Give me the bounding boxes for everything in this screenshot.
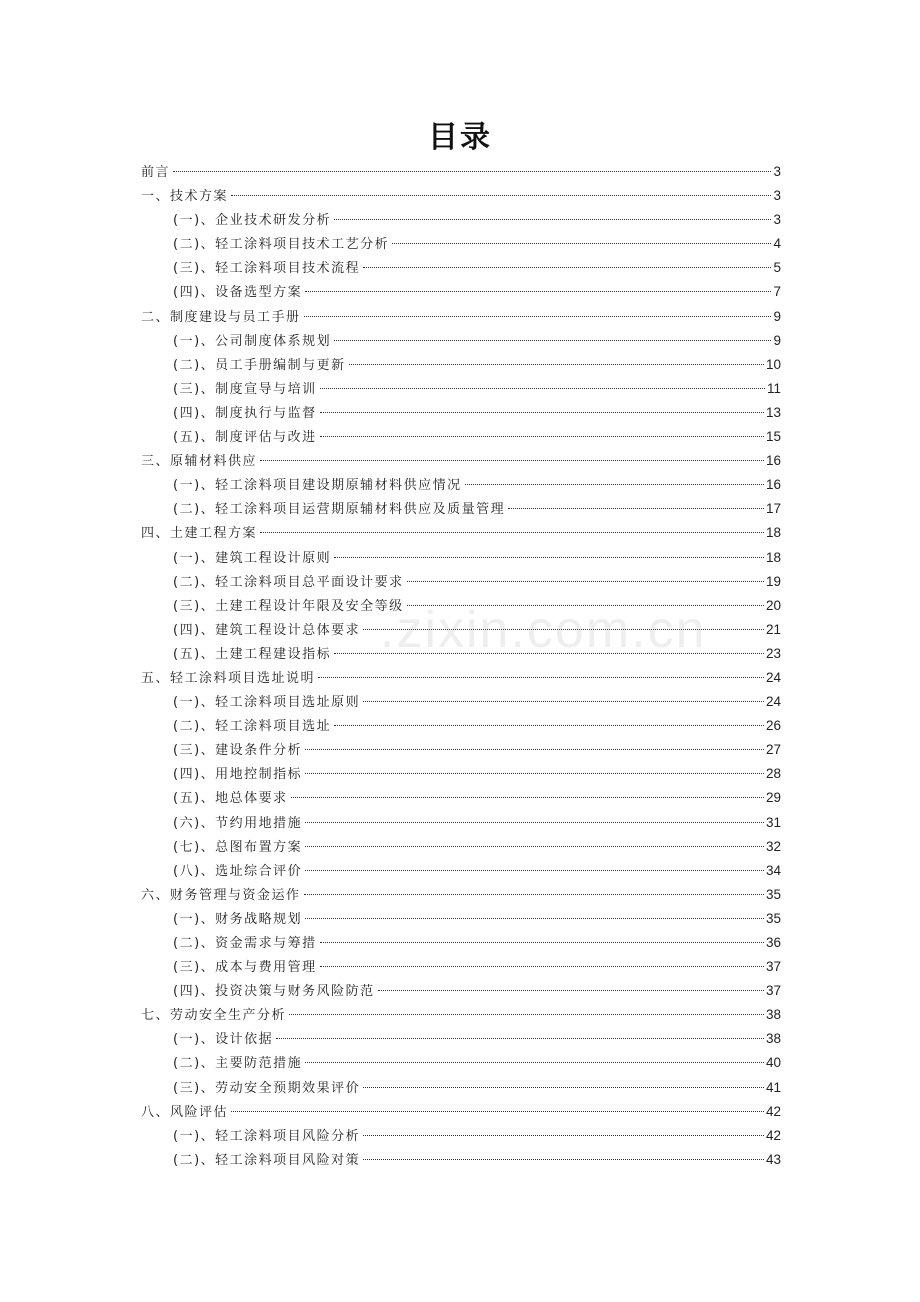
table-of-contents xyxy=(141,160,781,1172)
toc-entry[interactable] xyxy=(141,1124,781,1148)
toc-leader-dots xyxy=(334,557,764,558)
toc-entry-label: (二)、轻工涂料项目运营期原辅材料供应及质量管理 xyxy=(173,502,506,518)
toc-entry[interactable] xyxy=(141,1051,781,1075)
toc-entry[interactable] xyxy=(141,184,781,208)
toc-leader-dots xyxy=(231,1111,764,1112)
toc-entry-page-number: 35 xyxy=(765,910,781,926)
toc-entry-page-number: 18 xyxy=(765,525,781,541)
toc-entry-label: (三)、土建工程设计年限及安全等级 xyxy=(173,598,404,614)
toc-entry-page-number: 16 xyxy=(765,453,781,469)
toc-leader-dots xyxy=(305,822,764,823)
toc-leader-dots xyxy=(334,340,771,341)
toc-entry[interactable] xyxy=(141,811,781,835)
toc-entry[interactable] xyxy=(141,401,781,425)
toc-entry-label: (五)、制度评估与改进 xyxy=(173,430,317,446)
toc-leader-dots xyxy=(304,316,772,317)
toc-entry-label: (四)、制度执行与监督 xyxy=(173,405,317,421)
toc-entry[interactable] xyxy=(141,305,781,329)
toc-leader-dots xyxy=(305,918,764,919)
toc-leader-dots xyxy=(508,508,764,509)
toc-leader-dots xyxy=(334,653,764,654)
toc-entry-page-number: 42 xyxy=(765,1103,781,1119)
toc-entry[interactable] xyxy=(141,883,781,907)
toc-entry-page-number: 28 xyxy=(765,766,781,782)
toc-leader-dots xyxy=(291,797,764,798)
toc-entry[interactable] xyxy=(141,1027,781,1051)
toc-entry-page-number: 26 xyxy=(765,718,781,734)
toc-entry[interactable] xyxy=(141,329,781,353)
toc-entry-page-number: 32 xyxy=(765,838,781,854)
toc-entry[interactable] xyxy=(141,835,781,859)
toc-entry-page-number: 9 xyxy=(773,308,781,324)
toc-entry-label: 六、财务管理与资金运作 xyxy=(141,887,301,903)
watermark: .zixin.com.cn xyxy=(380,601,707,659)
toc-leader-dots xyxy=(260,532,764,533)
toc-entry-page-number: 17 xyxy=(765,501,781,517)
toc-entry-label: (八)、选址综合评价 xyxy=(173,863,303,879)
toc-entry[interactable] xyxy=(141,642,781,666)
toc-entry-label: (三)、劳动安全预期效果评价 xyxy=(173,1080,361,1096)
toc-leader-dots xyxy=(305,291,771,292)
toc-entry-label: (二)、轻工涂料项目技术工艺分析 xyxy=(173,237,390,253)
toc-entry-page-number: 7 xyxy=(773,284,781,300)
toc-leader-dots xyxy=(320,412,764,413)
toc-entry-page-number: 35 xyxy=(765,886,781,902)
toc-entry[interactable] xyxy=(141,256,781,280)
toc-entry-label: (一)、设计依据 xyxy=(173,1032,274,1048)
toc-leader-dots xyxy=(349,364,764,365)
toc-entry-page-number: 15 xyxy=(765,429,781,445)
toc-leader-dots xyxy=(173,171,771,172)
toc-entry[interactable] xyxy=(141,1076,781,1100)
toc-entry-label: (二)、轻工涂料项目总平面设计要求 xyxy=(173,574,404,590)
toc-leader-dots xyxy=(305,1062,764,1063)
toc-entry-label: (一)、企业技术研发分析 xyxy=(173,213,332,229)
toc-entry-page-number: 4 xyxy=(773,236,781,252)
toc-entry-page-number: 42 xyxy=(765,1127,781,1143)
toc-entry-label: (三)、成本与费用管理 xyxy=(173,960,317,976)
page-title: 目录 xyxy=(428,120,492,155)
toc-entry-label: (一)、轻工涂料项目建设期原辅材料供应情况 xyxy=(173,478,462,494)
toc-leader-dots xyxy=(407,581,764,582)
toc-entry-label: (二)、轻工涂料项目选址 xyxy=(173,719,332,735)
toc-leader-dots xyxy=(334,219,771,220)
toc-leader-dots xyxy=(320,942,764,943)
toc-entry[interactable] xyxy=(141,473,781,497)
toc-leader-dots xyxy=(363,701,764,702)
toc-entry-page-number: 37 xyxy=(765,983,781,999)
toc-entry[interactable] xyxy=(141,232,781,256)
toc-leader-dots xyxy=(305,846,764,847)
toc-entry[interactable] xyxy=(141,425,781,449)
toc-entry-label: (一)、轻工涂料项目风险分析 xyxy=(173,1128,361,1144)
toc-leader-dots xyxy=(231,195,771,196)
toc-entry[interactable] xyxy=(141,160,781,184)
toc-leader-dots xyxy=(320,966,764,967)
toc-entry-page-number: 10 xyxy=(765,356,781,372)
toc-entry-page-number: 16 xyxy=(765,477,781,493)
toc-entry-page-number: 34 xyxy=(765,862,781,878)
toc-entry-label: (四)、建筑工程设计总体要求 xyxy=(173,622,361,638)
toc-entry-label: (三)、轻工涂料项目技术流程 xyxy=(173,261,361,277)
toc-entry-page-number: 3 xyxy=(773,164,781,179)
toc-leader-dots xyxy=(363,1135,764,1136)
toc-entry[interactable] xyxy=(141,594,781,618)
toc-entry-page-number: 43 xyxy=(765,1151,781,1167)
toc-entry[interactable] xyxy=(141,449,781,473)
toc-leader-dots xyxy=(378,990,764,991)
toc-entry[interactable] xyxy=(141,786,781,810)
toc-entry-page-number: 40 xyxy=(765,1055,781,1071)
toc-leader-dots xyxy=(320,388,765,389)
toc-entry-label: (四)、用地控制指标 xyxy=(173,767,303,783)
toc-entry-page-number: 3 xyxy=(773,212,781,228)
toc-entry-label: (四)、设备选型方案 xyxy=(173,285,303,301)
toc-entry-page-number: 38 xyxy=(765,1007,781,1023)
toc-leader-dots xyxy=(407,605,764,606)
toc-entry-page-number: 24 xyxy=(765,694,781,710)
toc-entry-label: (二)、员工手册编制与更新 xyxy=(173,357,346,373)
toc-entry-label: 一、技术方案 xyxy=(141,189,229,205)
toc-leader-dots xyxy=(363,1087,764,1088)
toc-leader-dots xyxy=(318,677,764,678)
toc-entry-label: (五)、土建工程建设指标 xyxy=(173,646,332,662)
toc-entry[interactable] xyxy=(141,666,781,690)
toc-entry-page-number: 21 xyxy=(765,621,781,637)
toc-entry[interactable] xyxy=(141,208,781,232)
toc-entry-label: (三)、建设条件分析 xyxy=(173,743,303,759)
toc-entry[interactable] xyxy=(141,1003,781,1027)
toc-entry-label: 三、原辅材料供应 xyxy=(141,454,258,470)
toc-entry[interactable] xyxy=(141,1100,781,1124)
toc-entry-label: 七、劳动安全生产分析 xyxy=(141,1008,287,1024)
toc-entry-label: 二、制度建设与员工手册 xyxy=(141,309,301,325)
toc-entry[interactable] xyxy=(141,714,781,738)
toc-entry-label: (一)、建筑工程设计原则 xyxy=(173,550,332,566)
toc-leader-dots xyxy=(363,267,771,268)
toc-entry[interactable] xyxy=(141,955,781,979)
toc-entry-label: (一)、公司制度体系规划 xyxy=(173,333,332,349)
toc-entry[interactable] xyxy=(141,1148,781,1172)
toc-entry-label: (四)、投资决策与财务风险防范 xyxy=(173,984,375,1000)
toc-leader-dots xyxy=(289,1014,764,1015)
toc-entry-label: 五、轻工涂料项目选址说明 xyxy=(141,670,316,686)
toc-entry-label: (六)、节约用地措施 xyxy=(173,815,303,831)
toc-entry-label: (二)、主要防范措施 xyxy=(173,1056,303,1072)
toc-entry-page-number: 37 xyxy=(765,959,781,975)
toc-entry-page-number: 9 xyxy=(773,332,781,348)
toc-entry[interactable] xyxy=(141,546,781,570)
toc-leader-dots xyxy=(392,243,771,244)
toc-leader-dots xyxy=(363,1159,764,1160)
toc-entry[interactable] xyxy=(141,353,781,377)
toc-leader-dots xyxy=(260,460,764,461)
toc-entry-page-number: 23 xyxy=(765,645,781,661)
toc-leader-dots xyxy=(320,436,764,437)
toc-entry-page-number: 11 xyxy=(766,380,781,396)
toc-entry[interactable] xyxy=(141,762,781,786)
toc-entry-label: 八、风险评估 xyxy=(141,1104,229,1120)
toc-entry-label: (二)、轻工涂料项目风险对策 xyxy=(173,1152,361,1168)
toc-entry-label: (五)、地总体要求 xyxy=(173,791,288,807)
toc-entry-page-number: 41 xyxy=(765,1079,781,1095)
toc-entry[interactable] xyxy=(141,979,781,1003)
toc-entry[interactable] xyxy=(141,570,781,594)
toc-leader-dots xyxy=(304,894,764,895)
toc-leader-dots xyxy=(276,1038,764,1039)
toc-entry[interactable] xyxy=(141,690,781,714)
toc-entry-page-number: 27 xyxy=(765,742,781,758)
toc-leader-dots xyxy=(334,725,764,726)
toc-entry-label: (七)、总图布置方案 xyxy=(173,839,303,855)
toc-entry-label: 前言 xyxy=(141,165,171,180)
toc-entry[interactable] xyxy=(141,618,781,642)
toc-entry-page-number: 29 xyxy=(765,790,781,806)
toc-entry-page-number: 18 xyxy=(765,549,781,565)
toc-entry-page-number: 31 xyxy=(765,814,781,830)
toc-leader-dots xyxy=(465,484,764,485)
toc-entry[interactable] xyxy=(141,377,781,401)
toc-entry[interactable] xyxy=(141,280,781,304)
toc-entry[interactable] xyxy=(141,931,781,955)
toc-entry[interactable] xyxy=(141,859,781,883)
toc-entry-page-number: 13 xyxy=(765,404,781,420)
toc-entry[interactable] xyxy=(141,907,781,931)
toc-entry-label: (一)、财务战略规划 xyxy=(173,911,303,927)
toc-entry-page-number: 19 xyxy=(765,573,781,589)
toc-entry-page-number: 3 xyxy=(773,188,781,204)
toc-leader-dots xyxy=(305,773,764,774)
toc-entry-page-number: 36 xyxy=(765,935,781,950)
toc-entry-page-number: 38 xyxy=(765,1031,781,1047)
toc-entry[interactable] xyxy=(141,738,781,762)
toc-entry-page-number: 5 xyxy=(773,260,781,276)
toc-entry[interactable] xyxy=(141,497,781,521)
toc-entry-label: 四、土建工程方案 xyxy=(141,526,258,542)
toc-entry-page-number: 20 xyxy=(765,597,781,613)
toc-leader-dots xyxy=(305,749,764,750)
toc-entry-label: (三)、制度宣导与培训 xyxy=(173,381,317,397)
toc-leader-dots xyxy=(363,629,764,630)
toc-leader-dots xyxy=(305,870,764,871)
toc-entry-label: (一)、轻工涂料项目选址原则 xyxy=(173,695,361,711)
toc-entry-page-number: 24 xyxy=(765,669,781,685)
toc-entry[interactable] xyxy=(141,521,781,545)
toc-entry-label: (二)、资金需求与筹措 xyxy=(173,936,317,951)
